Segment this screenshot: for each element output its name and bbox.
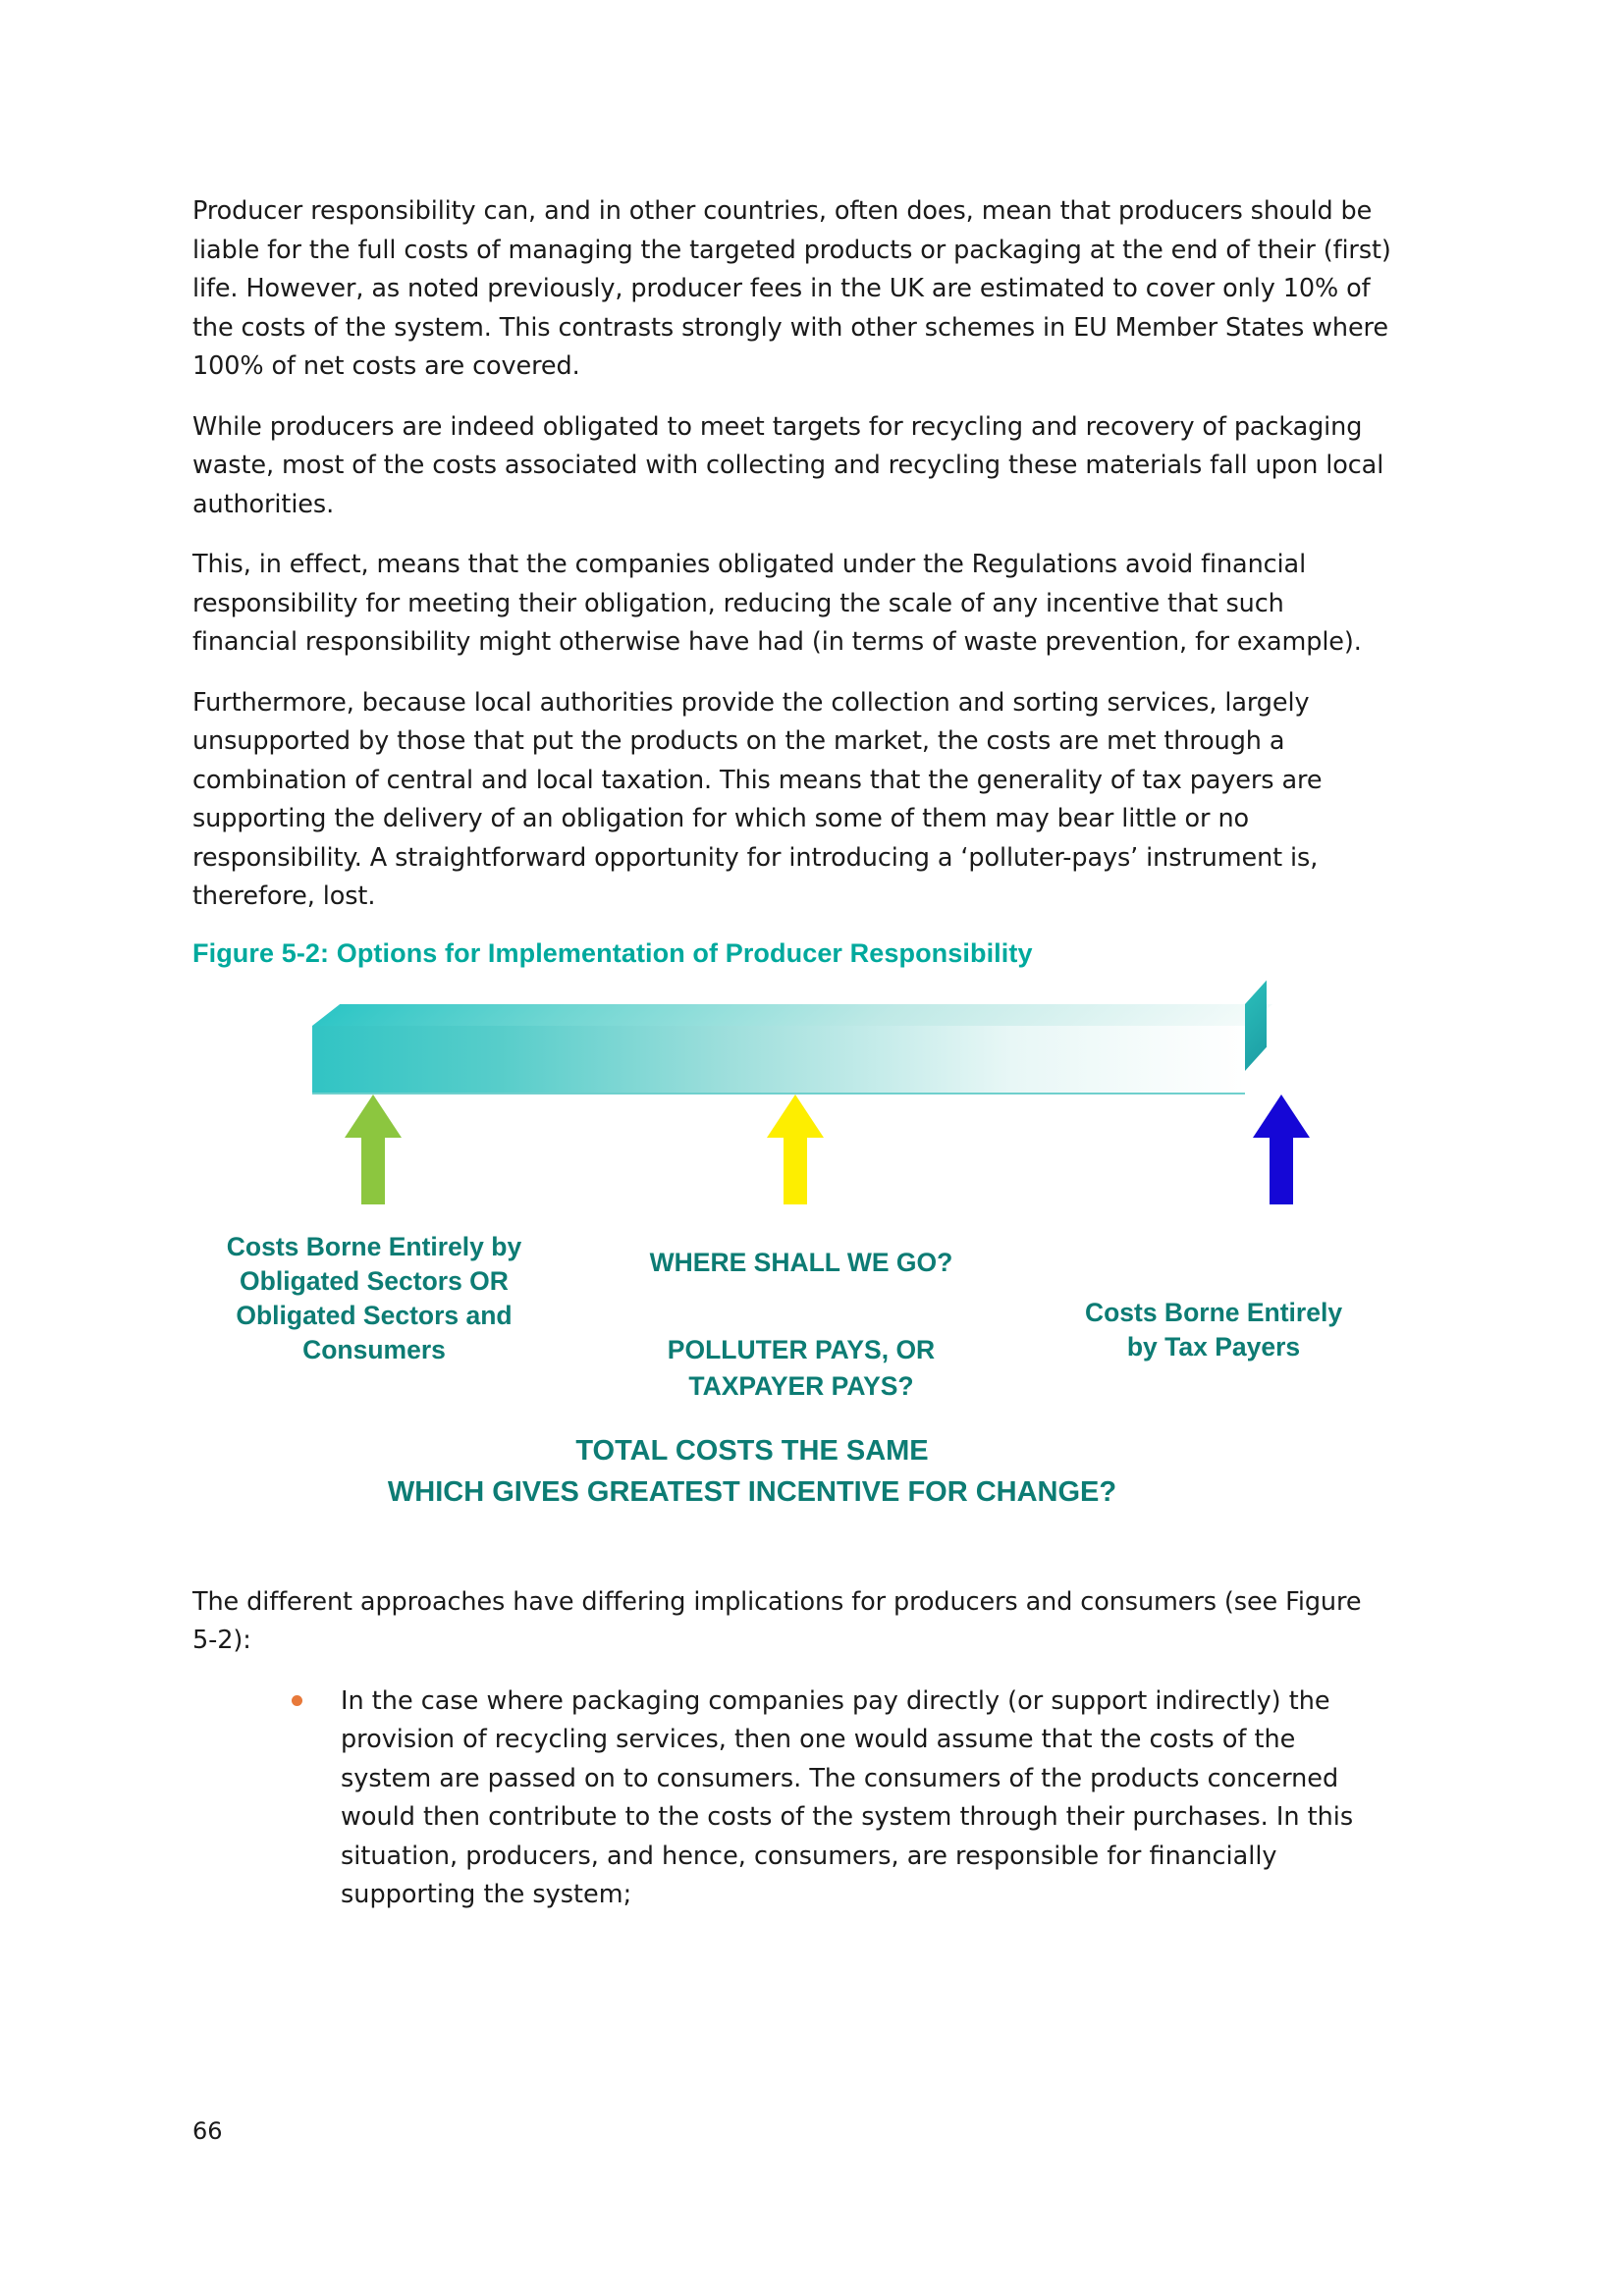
- figure-label-center-top: WHERE SHALL WE GO?: [649, 1247, 953, 1277]
- bullet-list: [192, 1682, 1392, 1915]
- arrow-head: [1253, 1095, 1310, 1138]
- figure-label-right: Costs Borne Entirely by Tax Payers: [1084, 1297, 1343, 1362]
- arrow-head: [345, 1095, 402, 1138]
- arrow-shaft: [1270, 1134, 1293, 1204]
- paragraph-2: While producers are indeed obligated to meet targets for recycling and recovery of packaging waste, most of the costs associated with collecting and recycling these materials fall upon local authorities.: [192, 411, 1384, 519]
- arrow-shaft: [784, 1134, 807, 1204]
- figure-bottom-line-2: WHICH GIVES GREATEST INCENTIVE FOR CHANGE?: [387, 1475, 1117, 1508]
- figure-label-left: Costs Borne Entirely by Obligated Sectors OR Obligated Sectors and Consumers: [226, 1231, 522, 1364]
- list-item-text: In the case where packaging companies pay directly (or support indirectly) the provision of recycling services, then one would assume that the costs of the system are passed on to consumers. The consumers of the products concerned would then contribute to the costs of the system through their purchases. In this situation, producers, and hence, consumers, are responsible for financially supporting the system;: [341, 1685, 1354, 1909]
- bar-front-face: [312, 1026, 1245, 1095]
- paragraph-4: Furthermore, because local authorities provide the collection and sorting services, largely unsupported by those that put the products on the market, the costs are met through a combination of central and local taxation. This means that the generality of tax payers are supporting the delivery of an obligation for which some of them may bear little or no responsibility. A straightforward opportunity for introducing a ‘polluter-pays’ instrument is, therefore, lost.: [192, 687, 1323, 911]
- bullet-dot-icon: [292, 1695, 302, 1706]
- arrow-shaft: [361, 1134, 385, 1204]
- arrow-up-blue-icon: [1253, 1095, 1310, 1204]
- page-content: [192, 192, 1392, 1929]
- page-number: 66: [192, 2117, 223, 2145]
- paragraph-3: This, in effect, means that the companies obligated under the Regulations avoid financial responsibility for meeting their obligation, reducing the scale of any incentive that such financial responsibility might otherwise have had (in terms of waste prevention, for example).: [192, 550, 1362, 657]
- paragraph-after-figure: The different approaches have differing implications for producers and consumers (see Figure 5-2):: [192, 1586, 1362, 1655]
- arrow-head: [767, 1095, 824, 1138]
- paragraph-1: Producer responsibility can, and in other countries, often does, mean that producers should be liable for the full costs of managing the targeted products or packaging at the end of their (first) life. However, as noted previously, producer fees in the UK are estimated to cover only 10% of the costs of the system. This contrasts strongly with other schemes in EU Member States where 100% of net costs are covered.: [192, 196, 1391, 381]
- arrow-up-green-icon: [345, 1095, 402, 1204]
- arrow-up-yellow-icon: [767, 1095, 824, 1204]
- bar-right-face: [1245, 980, 1267, 1070]
- bar-top-face: [312, 1004, 1272, 1026]
- figure-5-2: [192, 987, 1392, 1575]
- figure-bottom-line-1: TOTAL COSTS THE SAME: [575, 1434, 929, 1467]
- figure-label-center-bottom: POLLUTER PAYS, OR TAXPAYER PAYS?: [667, 1334, 936, 1401]
- figure-caption: Figure 5-2: Options for Implementation of Producer Responsibility: [192, 937, 1033, 968]
- gradient-bar: [312, 1004, 1294, 1107]
- list-item: [192, 1682, 1392, 1915]
